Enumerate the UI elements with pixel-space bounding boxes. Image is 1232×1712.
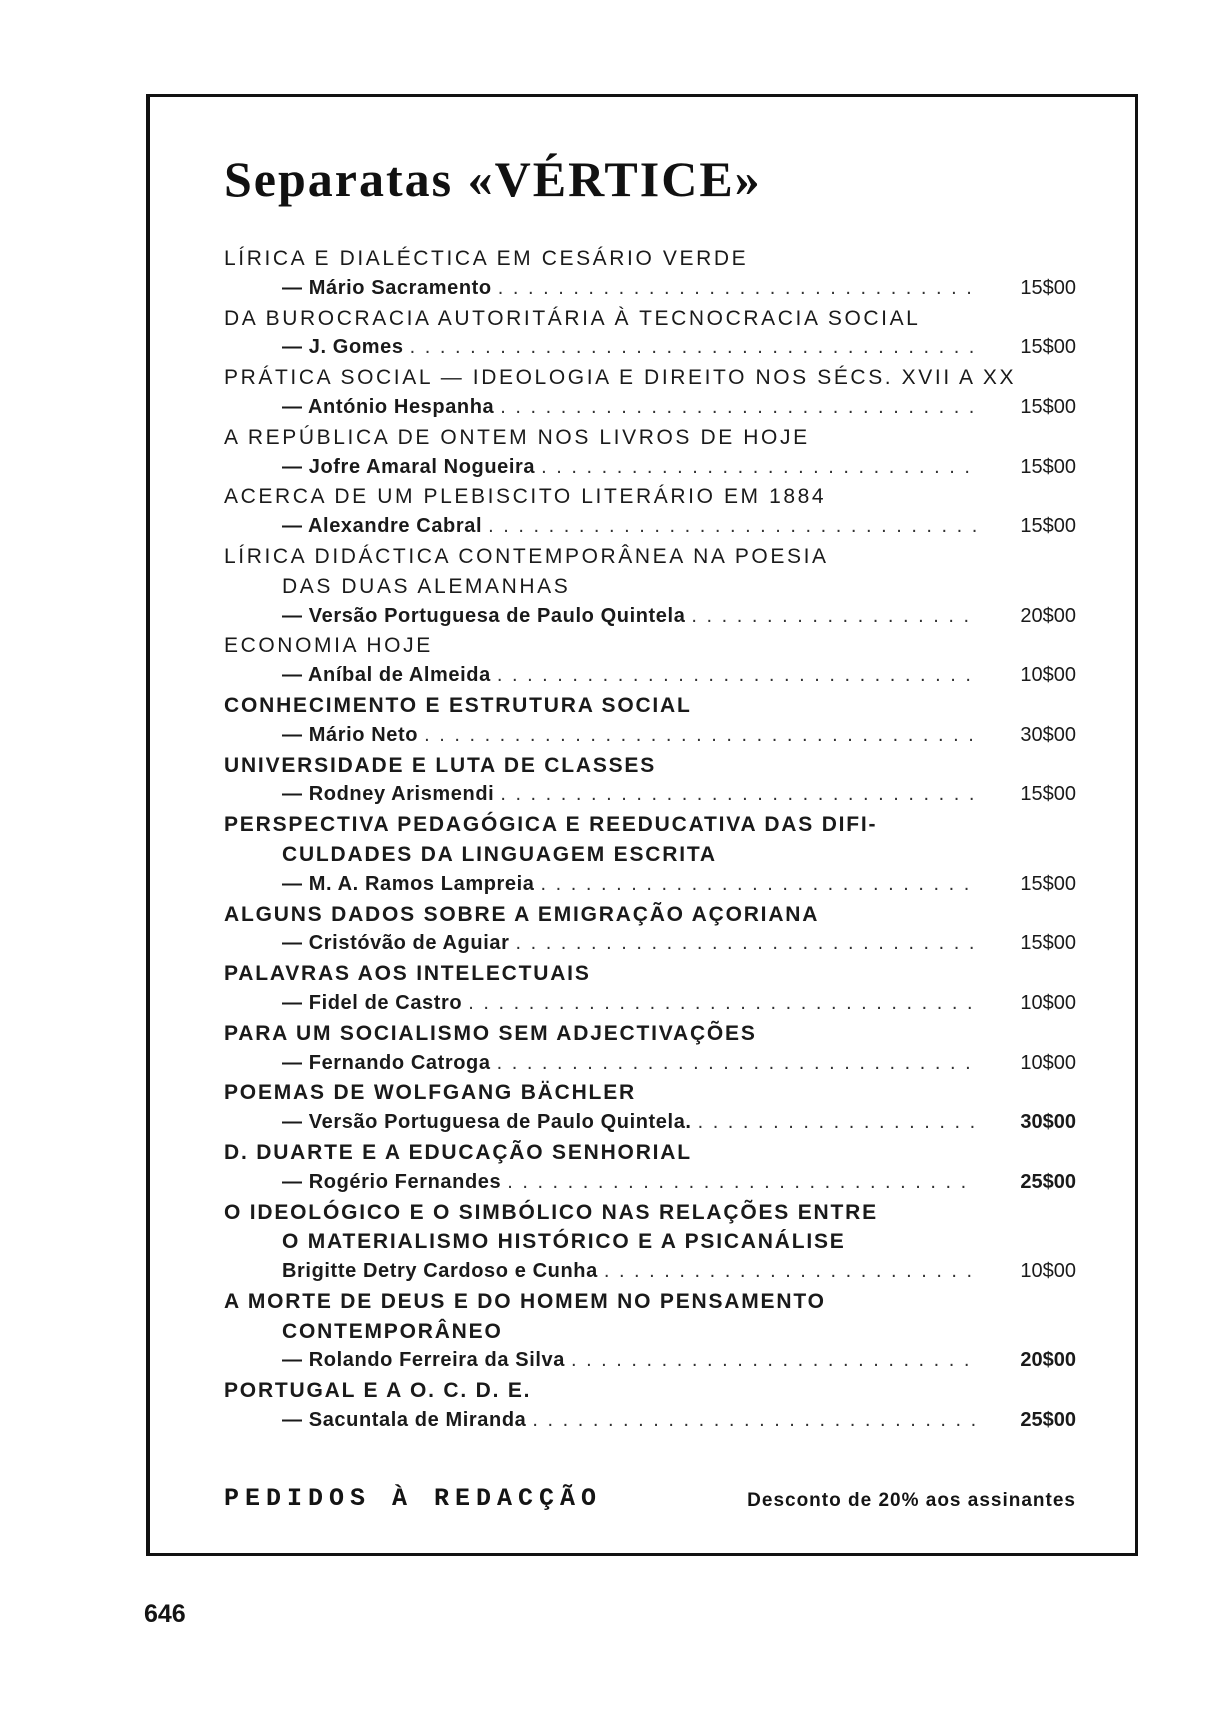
dot-leader xyxy=(532,1406,976,1436)
entry-author: — Versão Portuguesa de Paulo Quintela. xyxy=(282,1111,692,1134)
entry-author-line xyxy=(224,989,1076,1019)
catalog-entry xyxy=(224,959,1076,1019)
entry-title: ECONOMIA HOJE xyxy=(224,634,433,658)
entry-author-line xyxy=(224,1168,1076,1198)
page-title: Separatas «VÉRTICE» xyxy=(224,151,762,207)
entry-price: 15$00 xyxy=(1020,336,1076,359)
entry-author-line xyxy=(224,1108,1076,1138)
dot-leader xyxy=(410,333,976,363)
entry-title: PALAVRAS AOS INTELECTUAIS xyxy=(224,962,591,986)
entry-author-line xyxy=(224,453,1076,483)
entry-price: 15$00 xyxy=(1020,515,1076,538)
entry-author-line xyxy=(224,274,1076,304)
entry-author-line xyxy=(224,870,1076,900)
catalog-entry xyxy=(224,423,1076,483)
entry-title: LÍRICA DIDÁCTICA CONTEMPORÂNEA NA POESIA xyxy=(224,544,829,568)
entry-author-line xyxy=(224,661,1076,691)
entry-title: PORTUGAL E A O. C. D. E. xyxy=(224,1379,532,1403)
dot-leader xyxy=(498,274,976,304)
entry-price: 15$00 xyxy=(1020,276,1076,299)
entry-author-line xyxy=(224,1257,1076,1287)
entry-author: — Sacuntala de Miranda xyxy=(282,1409,527,1432)
entry-author-line xyxy=(224,780,1076,810)
catalog-list xyxy=(224,244,1076,1436)
entry-title: CONTEMPORÂNEO xyxy=(282,1319,503,1343)
catalog-entry xyxy=(224,482,1076,542)
orders-note: PEDIDOS À REDACÇÃO xyxy=(224,1484,603,1513)
entry-author-line xyxy=(224,929,1076,959)
entry-author: — Rolando Ferreira da Silva xyxy=(282,1349,565,1372)
catalog-entry xyxy=(224,631,1076,691)
dot-leader xyxy=(500,393,976,423)
entry-title: A MORTE DE DEUS E DO HOMEM NO PENSAMENTO xyxy=(224,1289,826,1313)
catalog-entry xyxy=(224,691,1076,751)
catalog-entry xyxy=(224,1287,1076,1376)
catalog-entry xyxy=(224,1138,1076,1198)
entry-author: — Cristóvão de Aguiar xyxy=(282,932,510,955)
entry-price: 10$00 xyxy=(1020,1260,1076,1283)
entry-author-line xyxy=(224,512,1076,542)
dot-leader xyxy=(497,661,976,691)
dot-leader xyxy=(698,1108,976,1138)
entry-title: DAS DUAS ALEMANHAS xyxy=(282,574,571,598)
catalog-entry xyxy=(224,810,1076,899)
entry-price: 20$00 xyxy=(1020,1349,1076,1372)
entry-author-line xyxy=(224,333,1076,363)
dot-leader xyxy=(500,780,976,810)
entry-title: DA BUROCRACIA AUTORITÁRIA À TECNOCRACIA SOCIAL xyxy=(224,306,921,330)
catalog-entry xyxy=(224,900,1076,960)
entry-author: — Alexandre Cabral xyxy=(282,515,483,538)
entry-author: — Rodney Arismendi xyxy=(282,783,495,806)
catalog-entry xyxy=(224,244,1076,304)
entry-author: — M. A. Ramos Lampreia xyxy=(282,872,535,895)
dot-leader xyxy=(541,870,976,900)
entry-author: — Mário Neto xyxy=(282,723,419,746)
entry-price: 10$00 xyxy=(1020,991,1076,1014)
entry-price: 15$00 xyxy=(1020,932,1076,955)
entry-price: 30$00 xyxy=(1020,723,1076,746)
entry-price: 15$00 xyxy=(1020,455,1076,478)
entry-price: 15$00 xyxy=(1020,872,1076,895)
entry-author-line xyxy=(224,393,1076,423)
entry-author: — Fernando Catroga xyxy=(282,1051,491,1074)
dot-leader xyxy=(488,512,976,542)
catalog-entry xyxy=(224,1078,1076,1138)
dot-leader xyxy=(507,1168,976,1198)
catalog-entry xyxy=(224,363,1076,423)
entry-price: 15$00 xyxy=(1020,783,1076,806)
entry-author: — Rogério Fernandes xyxy=(282,1170,502,1193)
entry-title: PARA UM SOCIALISMO SEM ADJECTIVAÇÕES xyxy=(224,1021,757,1045)
dot-leader xyxy=(497,1049,976,1079)
entry-title: PRÁTICA SOCIAL — IDEOLOGIA E DIREITO NOS SÉCS. XVII A XX xyxy=(224,366,1017,390)
catalog-entry xyxy=(224,304,1076,364)
dot-leader xyxy=(515,929,976,959)
catalog-entry xyxy=(224,1198,1076,1287)
entry-title: ALGUNS DADOS SOBRE A EMIGRAÇÃO AÇORIANA xyxy=(224,902,820,926)
entry-price: 20$00 xyxy=(1020,604,1076,627)
entry-price: 10$00 xyxy=(1020,664,1076,687)
catalog-entry xyxy=(224,1019,1076,1079)
dot-leader xyxy=(468,989,976,1019)
dot-leader xyxy=(424,721,976,751)
entry-title: POEMAS DE WOLFGANG BÄCHLER xyxy=(224,1081,636,1105)
dot-leader xyxy=(571,1346,976,1376)
discount-note: Desconto de 20% aos assinantes xyxy=(747,1490,1076,1511)
entry-title: UNIVERSIDADE E LUTA DE CLASSES xyxy=(224,753,657,777)
entry-author: — António Hespanha xyxy=(282,395,495,418)
entry-price: 30$00 xyxy=(1020,1111,1076,1134)
entry-author-line xyxy=(224,1049,1076,1079)
catalog-entry xyxy=(224,751,1076,811)
entry-title: PERSPECTIVA PEDAGÓGICA E REEDUCATIVA DAS DIFI- xyxy=(224,813,878,837)
entry-price: 15$00 xyxy=(1020,395,1076,418)
catalog-entry xyxy=(224,542,1076,631)
entry-author: — J. Gomes xyxy=(282,336,404,359)
dot-leader xyxy=(604,1257,976,1287)
entry-price: 25$00 xyxy=(1020,1170,1076,1193)
entry-author: — Mário Sacramento xyxy=(282,276,492,299)
entry-author: — Versão Portuguesa de Paulo Quintela xyxy=(282,604,686,627)
entry-price: 25$00 xyxy=(1020,1409,1076,1432)
entry-author-line xyxy=(224,1406,1076,1436)
entry-title: A REPÚBLICA DE ONTEM NOS LIVROS DE HOJE xyxy=(224,425,810,449)
catalog-entry xyxy=(224,1376,1076,1436)
entry-title: ACERCA DE UM PLEBISCITO LITERÁRIO EM 1884 xyxy=(224,485,827,509)
entry-author: — Fidel de Castro xyxy=(282,991,463,1014)
dot-leader xyxy=(541,453,976,483)
entry-author: — Jofre Amaral Nogueira xyxy=(282,455,536,478)
entry-author-line xyxy=(224,602,1076,632)
entry-title: O MATERIALISMO HISTÓRICO E A PSICANÁLISE xyxy=(282,1230,846,1254)
entry-title: D. DUARTE E A EDUCAÇÃO SENHORIAL xyxy=(224,1140,692,1164)
entry-title: LÍRICA E DIALÉCTICA EM CESÁRIO VERDE xyxy=(224,247,749,270)
entry-author-line xyxy=(224,1346,1076,1376)
entry-title: CULDADES DA LINGUAGEM ESCRITA xyxy=(282,842,717,866)
entry-price: 10$00 xyxy=(1020,1051,1076,1074)
entry-author: Brigitte Detry Cardoso e Cunha xyxy=(282,1260,598,1283)
entry-title: O IDEOLÓGICO E O SIMBÓLICO NAS RELAÇÕES ENTRE xyxy=(224,1200,878,1224)
dot-leader xyxy=(691,602,976,632)
entry-author: — Aníbal de Almeida xyxy=(282,664,491,687)
entry-title: CONHECIMENTO E ESTRUTURA SOCIAL xyxy=(224,693,692,717)
entry-author-line xyxy=(224,721,1076,751)
page-number: 646 xyxy=(144,1600,186,1628)
